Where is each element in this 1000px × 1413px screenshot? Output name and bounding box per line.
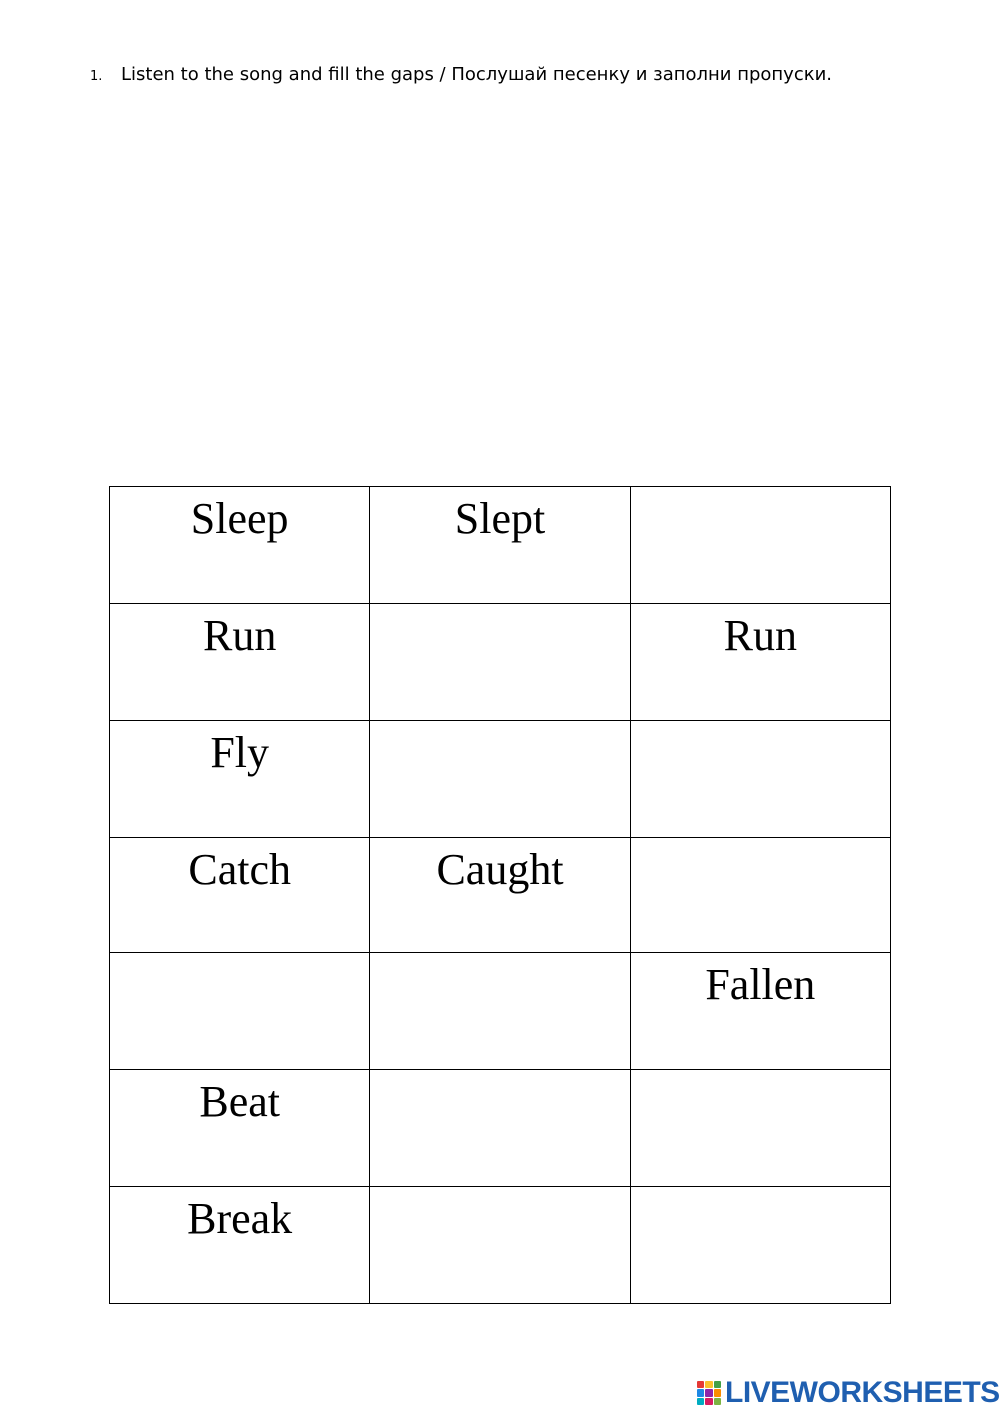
table-row [110, 1187, 891, 1304]
table-cell: Slept [370, 487, 630, 604]
table-cell: Beat [110, 1070, 370, 1187]
table-cell: Fallen [630, 953, 890, 1070]
table-row [110, 1070, 891, 1187]
table-cell: Catch [110, 838, 370, 953]
table-cell: Sleep [110, 487, 370, 604]
table-row [110, 838, 891, 953]
table-row [110, 487, 891, 604]
instruction [90, 63, 832, 89]
table-cell[interactable] [630, 487, 890, 604]
table-cell[interactable] [630, 1070, 890, 1187]
table-cell[interactable] [370, 953, 630, 1070]
instruction-text: Listen to the song and fill the gaps / Послушай песенку и заполни пропуски. [121, 64, 833, 85]
verb-forms-table [109, 486, 891, 1304]
table-cell: Caught [370, 838, 630, 953]
table-row [110, 604, 891, 721]
liveworksheets-logo [697, 1376, 1000, 1410]
table-cell[interactable] [630, 1187, 890, 1304]
liveworksheets-logo-icon [697, 1381, 721, 1405]
table-cell[interactable] [630, 721, 890, 838]
table-cell[interactable] [370, 721, 630, 838]
instruction-number: 1. [90, 69, 103, 84]
table-cell[interactable] [370, 1187, 630, 1304]
table-cell: Run [110, 604, 370, 721]
table-cell: Break [110, 1187, 370, 1304]
table-row [110, 721, 891, 838]
table-cell[interactable] [110, 953, 370, 1070]
table-cell[interactable] [630, 838, 890, 953]
table-cell: Fly [110, 721, 370, 838]
table-cell[interactable] [370, 604, 630, 721]
logo-text: LIVEWORKSHEETS [725, 1376, 1000, 1409]
table-cell[interactable] [370, 1070, 630, 1187]
table-row [110, 953, 891, 1070]
table-cell: Run [630, 604, 890, 721]
